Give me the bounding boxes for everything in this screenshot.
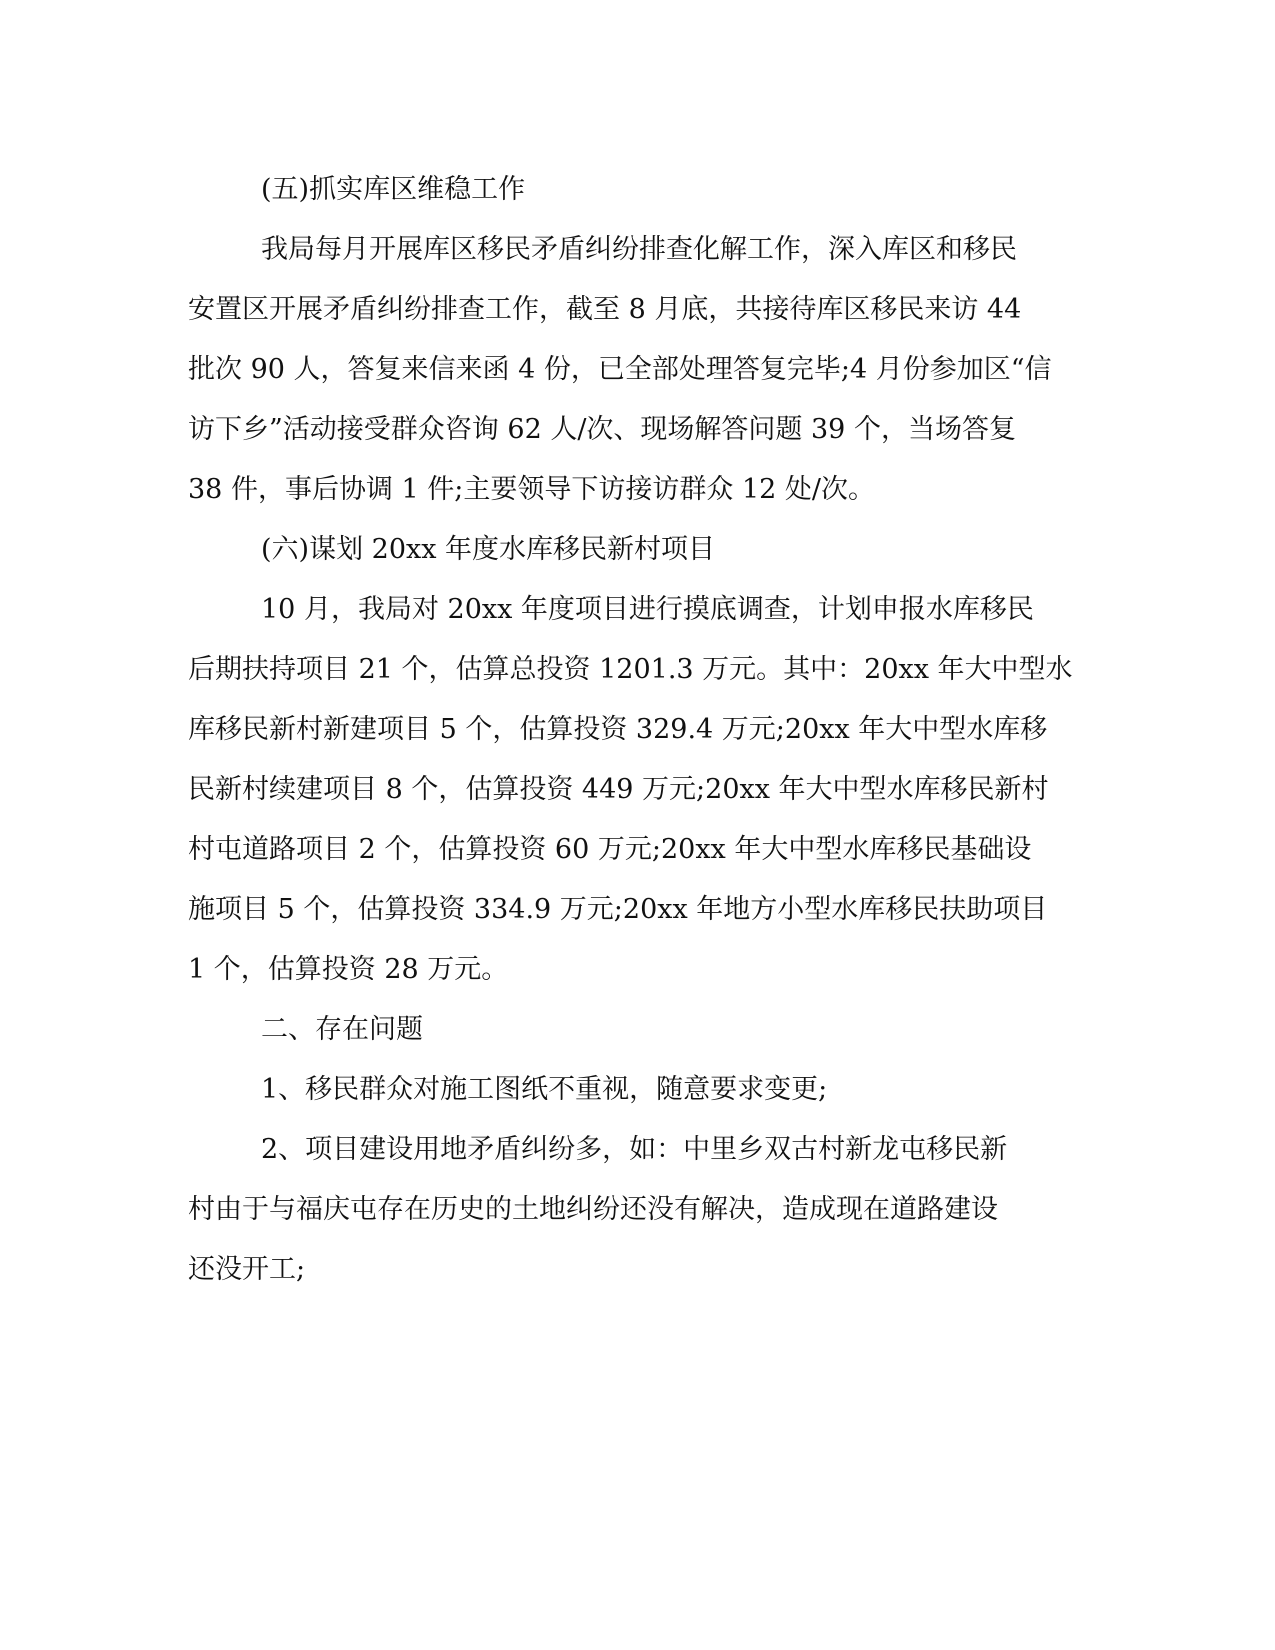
paragraph-line: 村由于与福庆屯存在历史的土地纠纷还没有解决，造成现在道路建设 bbox=[188, 1194, 998, 1225]
paragraph-line: 还没开工; bbox=[188, 1254, 306, 1285]
section-heading-six: (六)谋划 20xx 年度水库移民新村项目 bbox=[261, 534, 716, 565]
paragraph-line: 施项目 5 个，估算投资 334.9 万元;20xx 年地方小型水库移民扶助项目 bbox=[188, 894, 1048, 925]
list-item: 2、项目建设用地矛盾纠纷多，如：中里乡双古村新龙屯移民新 bbox=[261, 1134, 1008, 1165]
section-heading-problems: 二、存在问题 bbox=[261, 1014, 423, 1045]
list-item: 1、移民群众对施工图纸不重视，随意要求变更; bbox=[261, 1074, 828, 1105]
paragraph-line: 我局每月开展库区移民矛盾纠纷排查化解工作，深入库区和移民 bbox=[261, 234, 1017, 265]
paragraph-line: 民新村续建项目 8 个，估算投资 449 万元;20xx 年大中型水库移民新村 bbox=[188, 774, 1049, 805]
paragraph-line: 38 件，事后协调 1 件;主要领导下访接访群众 12 处/次。 bbox=[188, 474, 875, 505]
paragraph-line: 访下乡”活动接受群众咨询 62 人/次、现场解答问题 39 个，当场答复 bbox=[188, 414, 1016, 445]
paragraph-line: 批次 90 人，答复来信来函 4 份，已全部处理答复完毕;4 月份参加区“信 bbox=[188, 354, 1052, 385]
paragraph-line: 库移民新村新建项目 5 个，估算投资 329.4 万元;20xx 年大中型水库移 bbox=[188, 714, 1048, 745]
paragraph-line: 后期扶持项目 21 个，估算总投资 1201.3 万元。其中：20xx 年大中型水 bbox=[188, 654, 1073, 685]
paragraph-line: 村屯道路项目 2 个，估算投资 60 万元;20xx 年大中型水库移民基础设 bbox=[188, 834, 1032, 865]
document-body bbox=[188, 160, 1088, 1300]
paragraph-line: 10 月，我局对 20xx 年度项目进行摸底调查，计划申报水库移民 bbox=[261, 594, 1034, 625]
paragraph-line: 安置区开展矛盾纠纷排查工作，截至 8 月底，共接待库区移民来访 44 bbox=[188, 294, 1022, 325]
paragraph-line: 1 个，估算投资 28 万元。 bbox=[188, 954, 509, 985]
section-heading-five: (五)抓实库区维稳工作 bbox=[261, 174, 526, 205]
